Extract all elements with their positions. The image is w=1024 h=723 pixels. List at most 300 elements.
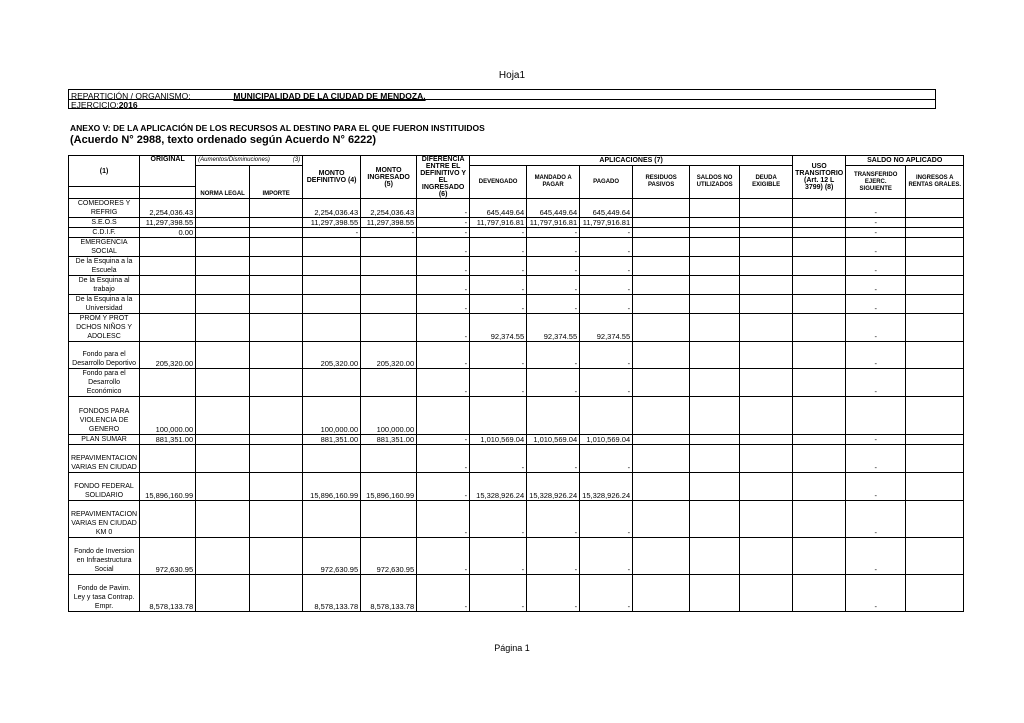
- cell-definitivo: [303, 369, 361, 397]
- cell-empty: [740, 397, 793, 435]
- year-value: 2016: [118, 100, 138, 110]
- cell-transferido: -: [846, 295, 906, 314]
- cell-transferido: -: [846, 218, 906, 228]
- cell-original: [140, 257, 196, 276]
- cell-empty: [690, 397, 740, 435]
- cell-devengado: -: [470, 238, 527, 257]
- cell-ingresado: 15,896,160.99: [361, 473, 417, 501]
- cell-empty: [906, 501, 964, 538]
- cell-empty: [690, 445, 740, 473]
- cell-label: PLAN SUMAR: [69, 435, 140, 445]
- cell-empty: [250, 314, 303, 342]
- cell-devengado: -: [470, 575, 527, 612]
- cell-mandado: -: [527, 445, 580, 473]
- page-number: Página 1: [494, 643, 530, 653]
- annex-subtitle: (Acuerdo N° 2988, texto ordenado según Acuerdo N° 6222): [70, 134, 377, 146]
- cell-diferencia: -: [417, 314, 470, 342]
- cell-empty: [690, 342, 740, 369]
- cell-empty: [250, 397, 303, 435]
- cell-mandado: [527, 397, 580, 435]
- cell-empty: [906, 218, 964, 228]
- cell-original: 11,297,398.55: [140, 218, 196, 228]
- cell-empty: [906, 538, 964, 575]
- cell-mandado: -: [527, 238, 580, 257]
- cell-definitivo: [303, 314, 361, 342]
- cell-ingresado: [361, 445, 417, 473]
- cell-ingresado: [361, 369, 417, 397]
- cell-empty: [196, 397, 250, 435]
- cell-devengado: -: [470, 538, 527, 575]
- cell-empty: [906, 445, 964, 473]
- cell-label: De la Esquina al trabajo: [69, 276, 140, 295]
- cell-original: [140, 445, 196, 473]
- header-box: [68, 89, 936, 109]
- cell-pagado: -: [580, 538, 633, 575]
- sheet-title: Hoja1: [498, 70, 526, 81]
- cell-empty: [250, 257, 303, 276]
- cell-ingresado: 11,297,398.55: [361, 218, 417, 228]
- cell-empty: [633, 473, 690, 501]
- cell-empty: [250, 342, 303, 369]
- cell-original: [140, 369, 196, 397]
- table-row: [69, 276, 964, 295]
- cell-empty: [793, 538, 846, 575]
- table-row: [69, 218, 964, 228]
- cell-ingresado: [361, 257, 417, 276]
- cell-transferido: -: [846, 501, 906, 538]
- cell-ingresado: 881,351.00: [361, 435, 417, 445]
- cell-transferido: -: [846, 575, 906, 612]
- cell-empty: [633, 435, 690, 445]
- cell-empty: [793, 218, 846, 228]
- cell-definitivo: [303, 276, 361, 295]
- cell-definitivo: -: [303, 228, 361, 238]
- col-header-importe: IMPORTE: [250, 166, 303, 199]
- cell-empty: [250, 501, 303, 538]
- cell-empty: [633, 369, 690, 397]
- cell-mandado: -: [527, 501, 580, 538]
- cell-pagado: -: [580, 445, 633, 473]
- annex-table: [68, 155, 964, 612]
- cell-empty: [196, 445, 250, 473]
- cell-empty: [906, 369, 964, 397]
- col-header-saldos: SALDOS NO UTILIZADOS: [690, 166, 740, 199]
- cell-pagado: -: [580, 342, 633, 369]
- cell-empty: [740, 238, 793, 257]
- cell-label: De la Esquina a la Escuela: [69, 257, 140, 276]
- cell-mandado: -: [527, 538, 580, 575]
- cell-empty: [633, 314, 690, 342]
- col-header-saldo-no-aplicado: SALDO NO APLICADO: [846, 156, 964, 166]
- cell-empty: [906, 199, 964, 218]
- cell-ingresado: [361, 314, 417, 342]
- cell-empty: [906, 238, 964, 257]
- cell-devengado: [470, 397, 527, 435]
- cell-empty: [633, 228, 690, 238]
- col-header-mandado: MANDADO A PAGAR: [527, 166, 580, 199]
- cell-empty: [690, 199, 740, 218]
- cell-devengado: 11,797,916.81: [470, 218, 527, 228]
- cell-original: 205,320.00: [140, 342, 196, 369]
- cell-ingresado: 2,254,036.43: [361, 199, 417, 218]
- cell-diferencia: -: [417, 295, 470, 314]
- cell-transferido: -: [846, 435, 906, 445]
- cell-mandado: 11,797,916.81: [527, 218, 580, 228]
- cell-devengado: -: [470, 342, 527, 369]
- cell-pagado: -: [580, 295, 633, 314]
- cell-diferencia: -: [417, 369, 470, 397]
- table-row: [69, 295, 964, 314]
- col-header-uso: USO TRANSITORIO (Art. 12 L 3799) (8): [793, 156, 846, 199]
- col-header-1: (1): [69, 156, 140, 187]
- cell-ingresado: [361, 276, 417, 295]
- cell-label: C.D.I.F.: [69, 228, 140, 238]
- cell-transferido: -: [846, 257, 906, 276]
- cell-ingresado: 8,578,133.78: [361, 575, 417, 612]
- cell-original: 8,578,133.78: [140, 575, 196, 612]
- cell-pagado: [580, 397, 633, 435]
- table-row: [69, 369, 964, 397]
- cell-original: 881,351.00: [140, 435, 196, 445]
- cell-devengado: -: [470, 295, 527, 314]
- cell-empty: [690, 473, 740, 501]
- cell-empty: [633, 397, 690, 435]
- cell-label: REPAVIMENTACION VARIAS EN CIUDAD KM 0: [69, 501, 140, 538]
- cell-empty: [633, 257, 690, 276]
- cell-empty: [793, 369, 846, 397]
- cell-empty: [250, 538, 303, 575]
- cell-empty: [740, 369, 793, 397]
- cell-empty: [250, 295, 303, 314]
- cell-empty: [196, 342, 250, 369]
- cell-devengado: 92,374.55: [470, 314, 527, 342]
- cell-label: Fondo para el Desarrollo Deportivo: [69, 342, 140, 369]
- cell-empty: [250, 228, 303, 238]
- cell-pagado: 92,374.55: [580, 314, 633, 342]
- cell-diferencia: -: [417, 473, 470, 501]
- cell-label: PROM Y PROT DCHOS NIÑOS Y ADOLESC: [69, 314, 140, 342]
- cell-empty: [633, 199, 690, 218]
- cell-empty: [793, 435, 846, 445]
- col-header-aplicaciones: APLICACIONES (7): [470, 156, 793, 166]
- cell-empty: [740, 575, 793, 612]
- cell-original: [140, 295, 196, 314]
- cell-pagado: -: [580, 369, 633, 397]
- cell-empty: [196, 295, 250, 314]
- cell-mandado: 15,328,926.24: [527, 473, 580, 501]
- cell-diferencia: -: [417, 276, 470, 295]
- col-header-pagado: PAGADO: [580, 166, 633, 199]
- table-row: [69, 501, 964, 538]
- cell-devengado: -: [470, 257, 527, 276]
- table-row: [69, 342, 964, 369]
- cell-empty: [633, 295, 690, 314]
- cell-empty: [906, 314, 964, 342]
- cell-empty: [906, 228, 964, 238]
- year-label: EJERCICIO:: [71, 100, 119, 110]
- col-header-original: ORIGINAL: [140, 156, 196, 187]
- cell-empty: [740, 538, 793, 575]
- cell-empty: [690, 369, 740, 397]
- cell-original: [140, 276, 196, 295]
- cell-original: 15,896,160.99: [140, 473, 196, 501]
- col-header-transferido: TRANSFERIDO EJERC. SIGUIENTE: [846, 166, 906, 199]
- cell-definitivo: 8,578,133.78: [303, 575, 361, 612]
- cell-empty: [250, 238, 303, 257]
- cell-empty: [633, 538, 690, 575]
- cell-empty: [793, 445, 846, 473]
- cell-transferido: -: [846, 445, 906, 473]
- cell-original: 2,254,036.43: [140, 199, 196, 218]
- col-header-diferencia: DIFERENCIA ENTRE EL DEFINITIVO Y EL INGRESADO (6): [417, 156, 470, 199]
- col-header-definitivo: MONTO DEFINITIVO (4): [303, 156, 361, 199]
- cell-empty: [196, 228, 250, 238]
- cell-devengado: -: [470, 445, 527, 473]
- cell-diferencia: -: [417, 435, 470, 445]
- cell-label: EMERGENCIA SOCIAL: [69, 238, 140, 257]
- organism-label: REPARTICIÓN / ORGANISMO:: [71, 91, 191, 101]
- cell-empty: [906, 575, 964, 612]
- cell-empty: [250, 435, 303, 445]
- cell-empty: [250, 575, 303, 612]
- cell-definitivo: [303, 295, 361, 314]
- cell-mandado: -: [527, 575, 580, 612]
- cell-empty: [740, 199, 793, 218]
- cell-label: Fondo de Pavim. Ley y tasa Contrap. Empr.: [69, 575, 140, 612]
- cell-label: De la Esquina a la Universidad: [69, 295, 140, 314]
- cell-definitivo: [303, 445, 361, 473]
- cell-devengado: -: [470, 276, 527, 295]
- cell-pagado: 645,449.64: [580, 199, 633, 218]
- cell-empty: [690, 238, 740, 257]
- cell-devengado: -: [470, 369, 527, 397]
- cell-pagado: -: [580, 257, 633, 276]
- annex-title: ANEXO V: DE LA APLICACIÓN DE LOS RECURSOS AL DESTINO PARA EL QUE FUERON INSTITUIDOS: [70, 123, 485, 133]
- cell-devengado: -: [470, 228, 527, 238]
- cell-ingresado: 100,000.00: [361, 397, 417, 435]
- cell-empty: [633, 238, 690, 257]
- cell-empty: [740, 295, 793, 314]
- cell-pagado: -: [580, 228, 633, 238]
- table-row: [69, 473, 964, 501]
- cell-empty: [633, 342, 690, 369]
- cell-pagado: -: [580, 575, 633, 612]
- cell-diferencia: [417, 397, 470, 435]
- cell-empty: [196, 538, 250, 575]
- table-row: [69, 228, 964, 238]
- cell-definitivo: 15,896,160.99: [303, 473, 361, 501]
- cell-empty: [690, 435, 740, 445]
- cell-empty: [690, 218, 740, 228]
- cell-label: COMEDORES Y REFRIG: [69, 199, 140, 218]
- table-row: [69, 435, 964, 445]
- cell-pagado: -: [580, 501, 633, 538]
- cell-empty: [740, 257, 793, 276]
- cell-empty: [740, 218, 793, 228]
- cell-definitivo: 11,297,398.55: [303, 218, 361, 228]
- table-row: [69, 445, 964, 473]
- cell-original: 0.00: [140, 228, 196, 238]
- cell-empty: [250, 218, 303, 228]
- cell-empty: [906, 257, 964, 276]
- cell-empty: [196, 473, 250, 501]
- cell-mandado: -: [527, 228, 580, 238]
- cell-pagado: 15,328,926.24: [580, 473, 633, 501]
- cell-empty: [633, 575, 690, 612]
- cell-definitivo: 881,351.00: [303, 435, 361, 445]
- cell-empty: [196, 218, 250, 228]
- cell-pagado: 1,010,569.04: [580, 435, 633, 445]
- cell-empty: [690, 538, 740, 575]
- col-header-deuda: DEUDA EXIGIBLE: [740, 166, 793, 199]
- cell-empty: [250, 276, 303, 295]
- cell-definitivo: [303, 238, 361, 257]
- cell-empty: [196, 257, 250, 276]
- cell-original: 972,630.95: [140, 538, 196, 575]
- cell-empty: [250, 445, 303, 473]
- cell-pagado: -: [580, 238, 633, 257]
- cell-transferido: -: [846, 538, 906, 575]
- cell-diferencia: -: [417, 218, 470, 228]
- cell-ingresado: 972,630.95: [361, 538, 417, 575]
- cell-empty: [196, 238, 250, 257]
- cell-empty: [690, 257, 740, 276]
- cell-empty: [250, 369, 303, 397]
- cell-pagado: 11,797,916.81: [580, 218, 633, 228]
- cell-mandado: -: [527, 369, 580, 397]
- year-row: [71, 100, 138, 110]
- col-header-ingresado: MONTO INGRESADO (5): [361, 156, 417, 199]
- cell-empty: [196, 314, 250, 342]
- cell-devengado: 15,328,926.24: [470, 473, 527, 501]
- cell-empty: [250, 199, 303, 218]
- table-row: [69, 257, 964, 276]
- cell-diferencia: -: [417, 445, 470, 473]
- cell-diferencia: -: [417, 538, 470, 575]
- cell-empty: [793, 397, 846, 435]
- cell-devengado: -: [470, 501, 527, 538]
- cell-ingresado: -: [361, 228, 417, 238]
- cell-transferido: -: [846, 199, 906, 218]
- cell-transferido: -: [846, 276, 906, 295]
- cell-empty: [740, 473, 793, 501]
- cell-empty: [793, 199, 846, 218]
- cell-empty: [740, 314, 793, 342]
- cell-empty: [906, 342, 964, 369]
- cell-empty: [690, 276, 740, 295]
- cell-definitivo: 100,000.00: [303, 397, 361, 435]
- cell-mandado: 645,449.64: [527, 199, 580, 218]
- cell-empty: [633, 276, 690, 295]
- cell-definitivo: [303, 501, 361, 538]
- col-header-residuos: RESIDUOS PASIVOS: [633, 166, 690, 199]
- cell-empty: [740, 501, 793, 538]
- cell-label: S.E.O.S: [69, 218, 140, 228]
- cell-diferencia: -: [417, 238, 470, 257]
- cell-empty: [740, 445, 793, 473]
- cell-definitivo: 2,254,036.43: [303, 199, 361, 218]
- cell-transferido: -: [846, 342, 906, 369]
- cell-devengado: 645,449.64: [470, 199, 527, 218]
- cell-transferido: -: [846, 228, 906, 238]
- cell-mandado: 1,010,569.04: [527, 435, 580, 445]
- table-row: [69, 575, 964, 612]
- cell-pagado: -: [580, 276, 633, 295]
- cell-empty: [196, 501, 250, 538]
- cell-empty: [690, 575, 740, 612]
- cell-empty: [793, 473, 846, 501]
- cell-empty: [740, 276, 793, 295]
- table-row: [69, 199, 964, 218]
- cell-empty: [690, 501, 740, 538]
- cell-empty: [690, 295, 740, 314]
- cell-label: FONDO FEDERAL SOLIDARIO: [69, 473, 140, 501]
- cell-ingresado: [361, 501, 417, 538]
- cell-empty: [906, 276, 964, 295]
- cell-empty: [793, 314, 846, 342]
- cell-empty: [690, 228, 740, 238]
- cell-empty: [906, 295, 964, 314]
- cell-transferido: -: [846, 473, 906, 501]
- cell-empty: [906, 397, 964, 435]
- cell-original: [140, 238, 196, 257]
- cell-devengado: 1,010,569.04: [470, 435, 527, 445]
- col-header-aumentos: (Aumentos/Disminuciones) (3): [196, 156, 303, 166]
- cell-diferencia: -: [417, 501, 470, 538]
- cell-empty: [740, 228, 793, 238]
- cell-empty: [633, 445, 690, 473]
- cell-ingresado: [361, 238, 417, 257]
- cell-mandado: 92,374.55: [527, 314, 580, 342]
- cell-diferencia: -: [417, 342, 470, 369]
- cell-empty: [690, 314, 740, 342]
- cell-empty: [196, 369, 250, 397]
- cell-empty: [740, 342, 793, 369]
- cell-definitivo: 972,630.95: [303, 538, 361, 575]
- cell-empty: [793, 257, 846, 276]
- cell-empty: [196, 199, 250, 218]
- cell-empty: [740, 435, 793, 445]
- table-row: [69, 314, 964, 342]
- cell-empty: [250, 473, 303, 501]
- cell-mandado: -: [527, 257, 580, 276]
- col-header-1-spacer: [69, 187, 140, 199]
- cell-empty: [793, 228, 846, 238]
- cell-mandado: -: [527, 342, 580, 369]
- table-row: [69, 397, 964, 435]
- cell-empty: [793, 238, 846, 257]
- cell-mandado: -: [527, 276, 580, 295]
- cell-label: Fondo de Inversion en Infraestructura Social: [69, 538, 140, 575]
- cell-diferencia: -: [417, 575, 470, 612]
- cell-empty: [196, 276, 250, 295]
- cell-mandado: -: [527, 295, 580, 314]
- cell-label: REPAVIMENTACION VARIAS EN CIUDAD: [69, 445, 140, 473]
- cell-empty: [906, 473, 964, 501]
- cell-empty: [633, 218, 690, 228]
- cell-diferencia: -: [417, 257, 470, 276]
- cell-original: 100,000.00: [140, 397, 196, 435]
- col-header-original-spacer: [140, 187, 196, 199]
- cell-empty: [196, 435, 250, 445]
- cell-transferido: -: [846, 314, 906, 342]
- cell-empty: [633, 501, 690, 538]
- cell-empty: [793, 295, 846, 314]
- table-row: [69, 238, 964, 257]
- cell-empty: [793, 501, 846, 538]
- cell-empty: [793, 575, 846, 612]
- cell-ingresado: [361, 295, 417, 314]
